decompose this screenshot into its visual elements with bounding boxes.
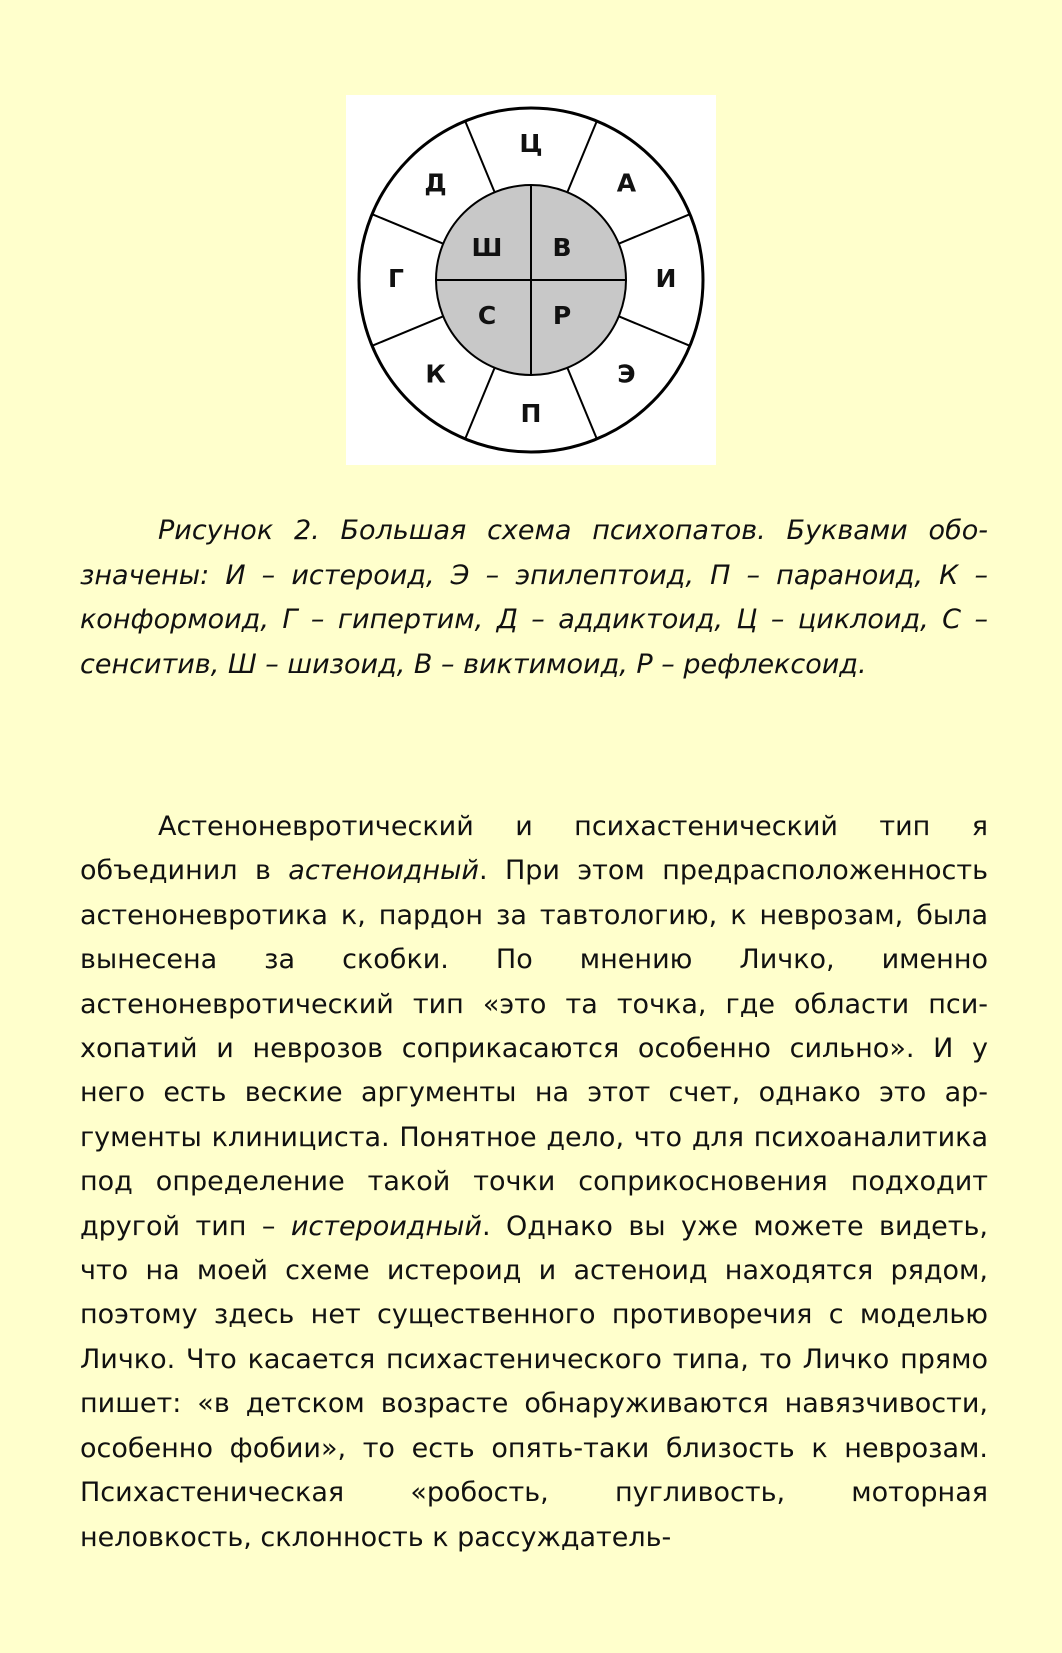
term-isteroid: истероидный (290, 1210, 482, 1242)
segment-label: Г (388, 264, 404, 293)
core-label-viktimoid: В (552, 233, 572, 262)
segment-label: К (425, 359, 446, 389)
core-label-shizoid: Ш (471, 233, 503, 262)
segment-label: А (616, 168, 637, 198)
body-text-part-2: . При этом предрасположенность астеноневротика к, пардон за тавтологию, к неврозам, была вынесена за скобки. По мнению Личко, именно астеноневротический тип «это та точка, где области психопатий и неврозов соприкасаются особенно сильно». И у него есть веские аргументы на этот счет, однако это аргументы клинициста. Понятное дело, что для психоаналитика под определение такой точки соприкосновения подходит другой тип – (80, 855, 989, 1242)
body-text-part-1: Астеноневротический и психастенический тип я объединил в (80, 811, 988, 887)
core-label-sensitiv: С (477, 301, 497, 330)
body-paragraph (80, 805, 988, 1560)
segment-label: Э (617, 359, 636, 389)
core-label-refleksoid: Р (552, 301, 572, 330)
segment-label: И (655, 264, 677, 293)
term-astenoid: астеноидный (288, 855, 479, 887)
body-text-part-3: . Однако вы уже можете видеть, что на моей схеме истероид и астеноид находятся рядом, поэтому здесь нет существенного противоречия с моделью Личко. Что касается психастенического типа, то Личко прямо пишет: «в детском возрасте обнаруживаются навязчивости, особенно фобии», то есть опять-таки близость к неврозам. Психастеническая «робость, пугливость, моторная неловкость, склонность к рассуждатель- (80, 1210, 988, 1553)
figure-caption: Рисунок 2. Большая схема психопатов. Буквами обозначены: И – истероид, Э – эпилептоид, П – параноид, К – конформоид, Г – гипертим, Д – аддиктоид, Ц – циклоид, С – сенситив, Ш – шизоид, В – виктимоид, Р – рефлексоид. (80, 515, 988, 680)
psychopath-scheme-figure (346, 95, 716, 465)
segment-label: П (520, 399, 542, 428)
psychopath-scheme-diagram (346, 95, 716, 465)
segment-label: Ц (519, 129, 543, 158)
segment-label: Д (424, 168, 447, 198)
